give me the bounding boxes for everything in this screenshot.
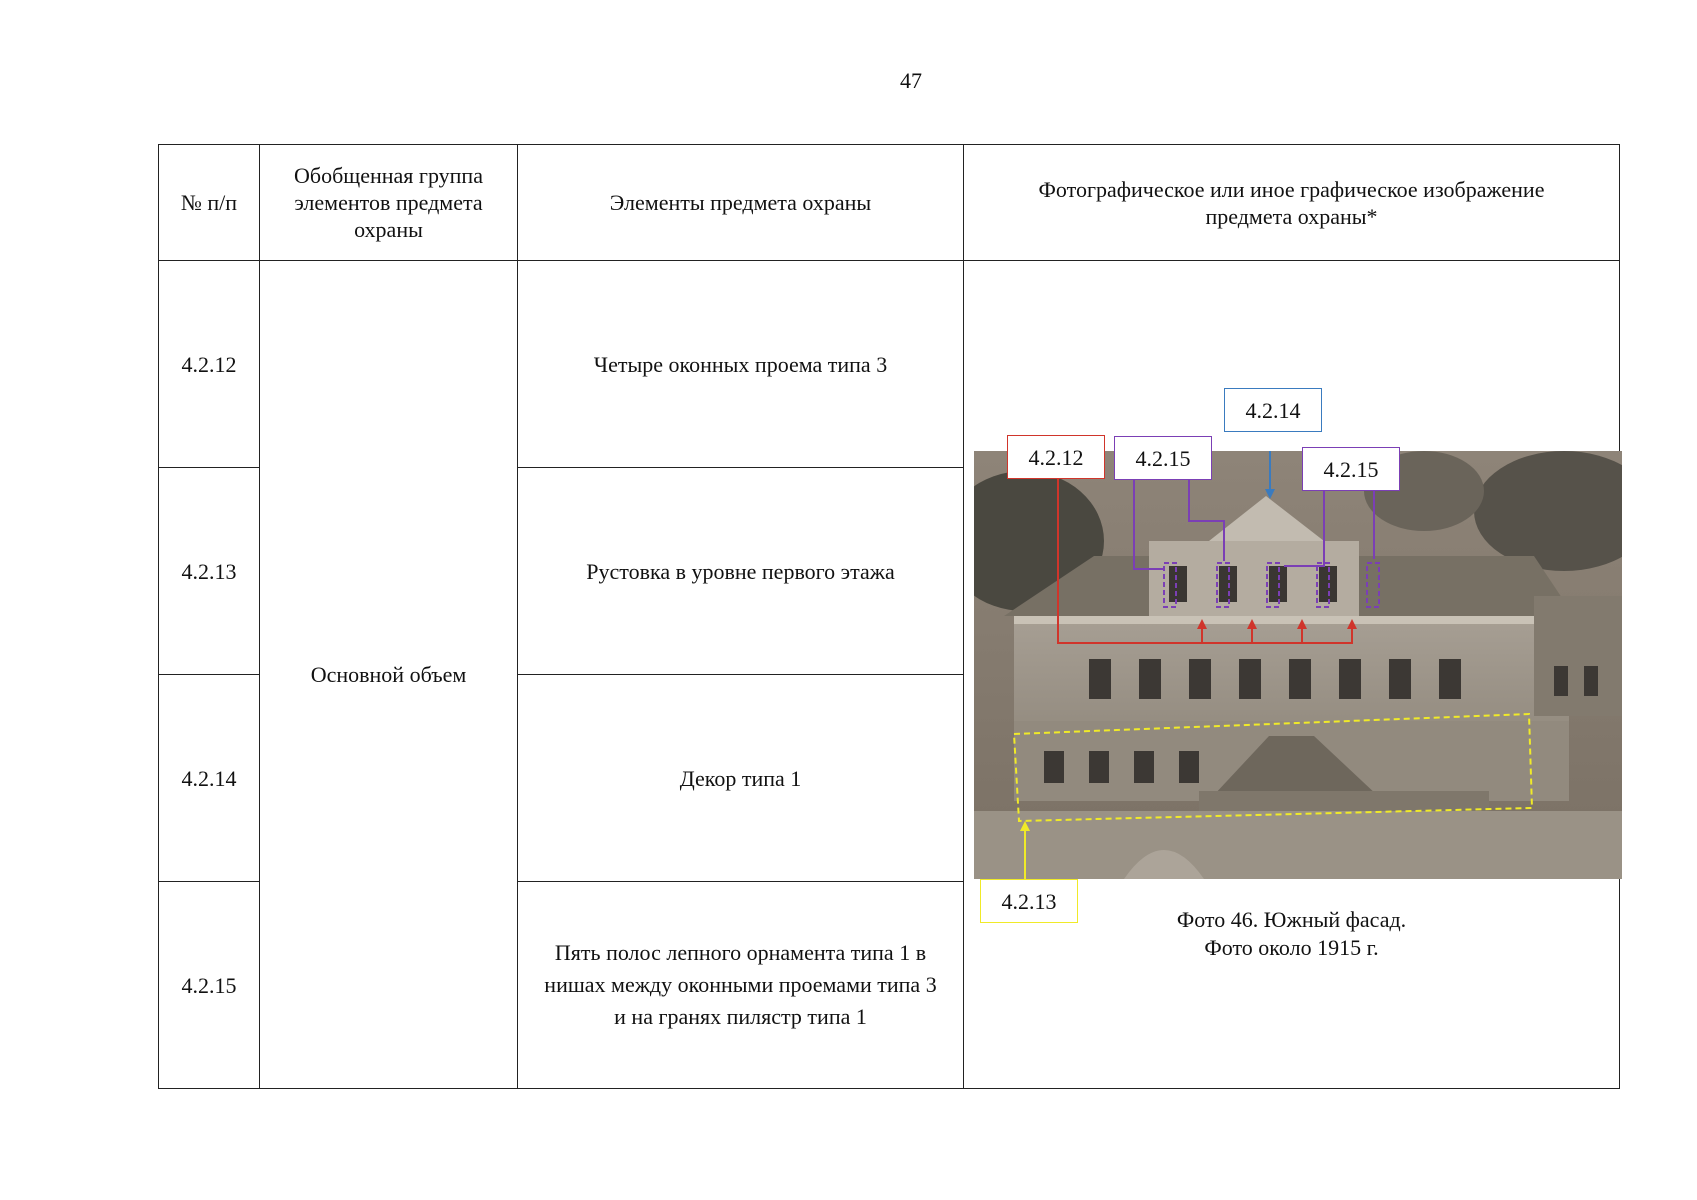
group-cell: Основной объем bbox=[260, 261, 518, 1089]
row-element: Пять полос лепного орнамента типа 1 в нишах между оконными проемами типа 3 и на гранях пилястр типа 1 bbox=[518, 882, 964, 1089]
caption-line-1: Фото 46. Южный фасад. bbox=[1176, 907, 1407, 932]
heritage-elements-table bbox=[158, 144, 1620, 1089]
header-num: № п/п bbox=[159, 145, 260, 261]
header-row bbox=[159, 145, 1620, 261]
header-group: Обобщенная группа элементов предмета охраны bbox=[260, 145, 518, 261]
callout-4-2-15-left: 4.2.15 bbox=[1114, 436, 1212, 480]
page-number: 47 bbox=[900, 68, 922, 93]
row-num: 4.2.14 bbox=[159, 675, 260, 882]
callout-4-2-12: 4.2.12 bbox=[1007, 435, 1105, 479]
header-image: Фотографическое или иное графическое изображение предмета охраны* bbox=[964, 145, 1620, 261]
row-element: Рустовка в уровне первого этажа bbox=[518, 468, 964, 675]
callout-4-2-15-right: 4.2.15 bbox=[1302, 447, 1400, 491]
facade-photo bbox=[974, 451, 1622, 879]
callout-4-2-13: 4.2.13 bbox=[980, 879, 1078, 923]
row-num: 4.2.13 bbox=[159, 468, 260, 675]
header-elements: Элементы предмета охраны bbox=[518, 145, 964, 261]
row-element: Декор типа 1 bbox=[518, 675, 964, 882]
table-row bbox=[159, 261, 1620, 468]
caption-line-2: Фото около 1915 г. bbox=[1204, 935, 1379, 960]
photo-cell bbox=[964, 261, 1620, 1089]
photo-caption bbox=[964, 906, 1619, 962]
row-num: 4.2.15 bbox=[159, 882, 260, 1089]
row-num: 4.2.12 bbox=[159, 261, 260, 468]
row-element: Четыре оконных проема типа 3 bbox=[518, 261, 964, 468]
callout-4-2-14: 4.2.14 bbox=[1224, 388, 1322, 432]
